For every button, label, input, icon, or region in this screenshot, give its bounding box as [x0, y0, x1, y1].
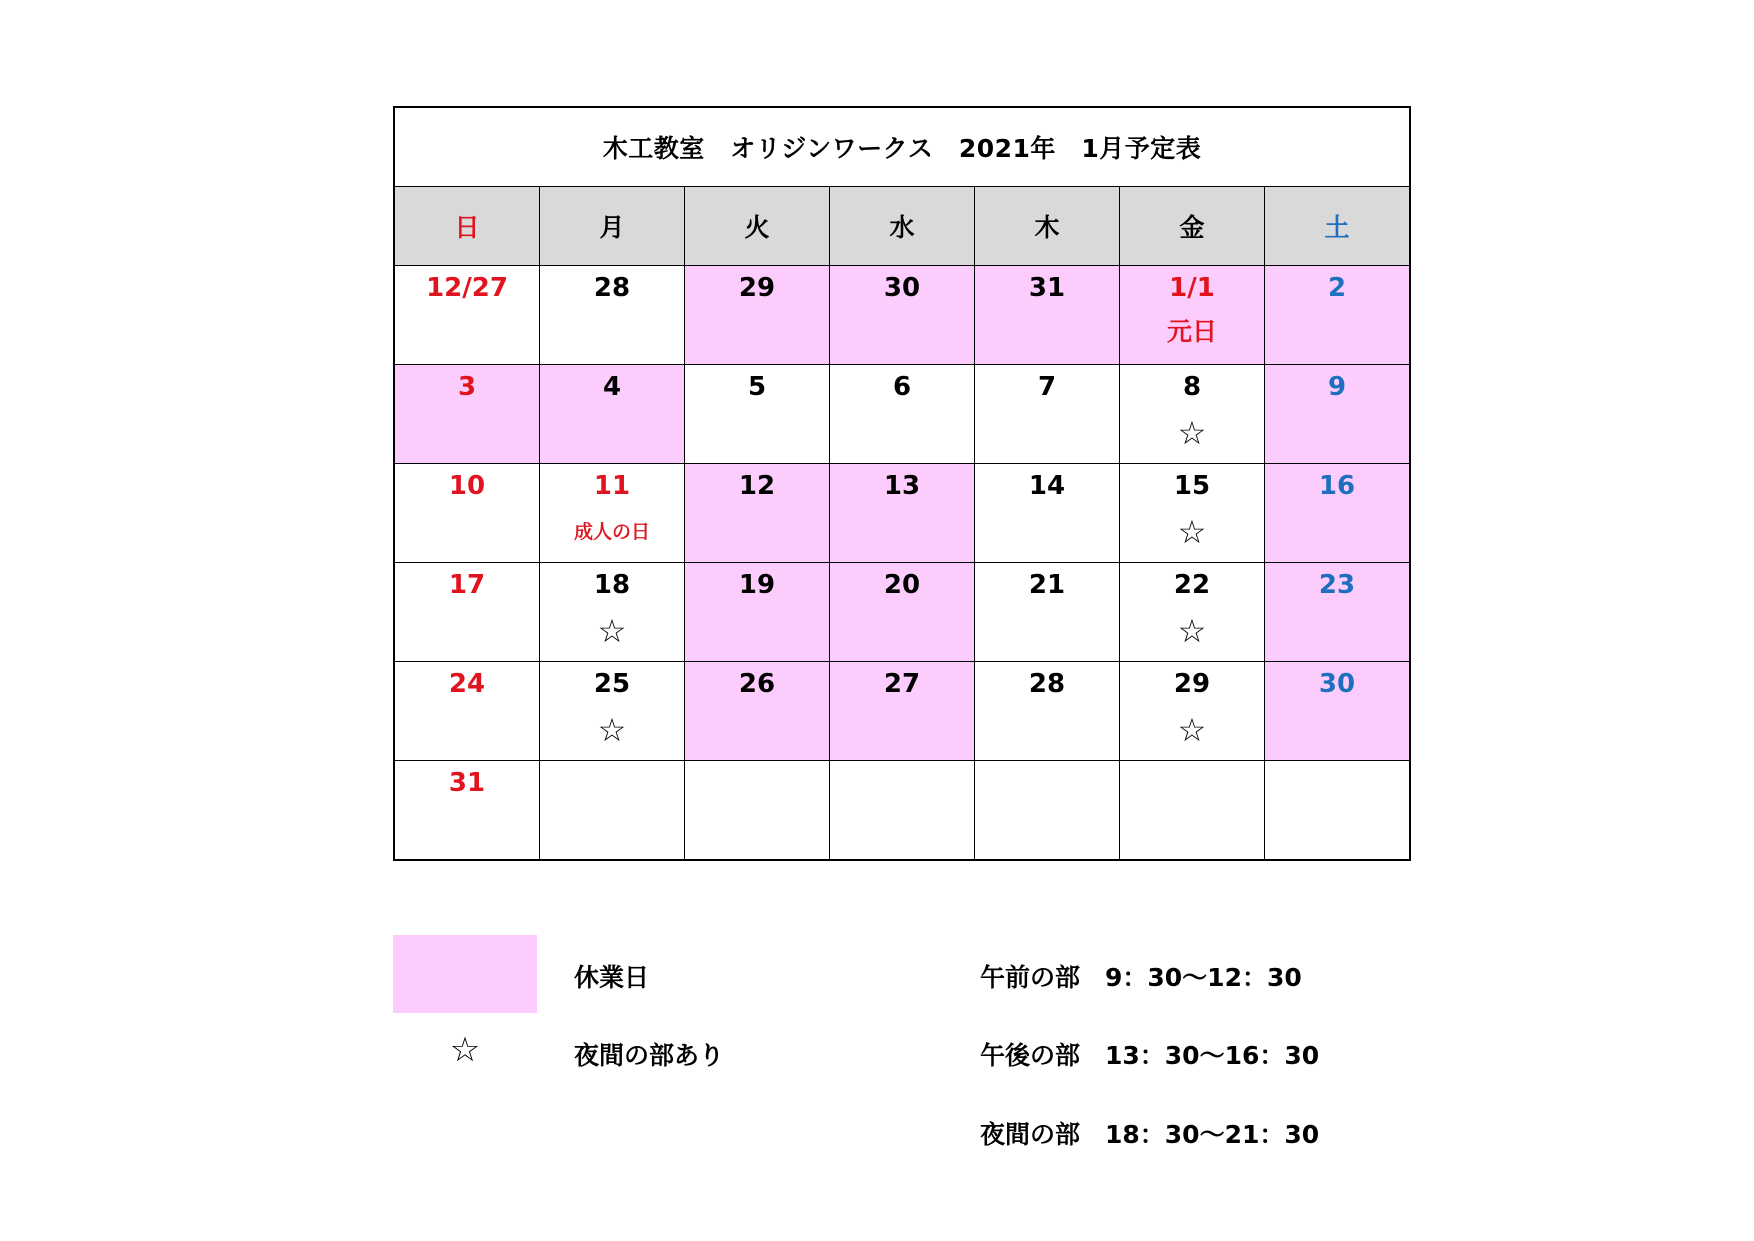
calendar-table [393, 106, 1411, 861]
day-cell [685, 761, 830, 861]
day-cell [540, 563, 685, 662]
holiday-label: 元日 [1166, 317, 1217, 346]
weekday-header: 火 [685, 187, 830, 266]
day-number: 20 [883, 570, 921, 600]
day-number: 7 [1037, 372, 1057, 402]
day-cell [830, 761, 975, 861]
day-cell [1120, 464, 1265, 563]
weekday-header: 土 [1265, 187, 1411, 266]
day-cell [830, 563, 975, 662]
day-cell [830, 365, 975, 464]
day-number: 2 [1327, 273, 1347, 303]
day-cell [830, 662, 975, 761]
day-cell [685, 266, 830, 365]
day-cell [540, 464, 685, 563]
day-cell [685, 563, 830, 662]
day-cell [1120, 365, 1265, 464]
week-row [394, 761, 1410, 861]
day-cell [975, 365, 1120, 464]
day-cell [975, 761, 1120, 861]
day-cell [1120, 761, 1265, 861]
day-cell [394, 365, 540, 464]
legend-star-icon: ☆ [449, 1030, 481, 1070]
day-cell [1120, 266, 1265, 365]
week-row [394, 464, 1410, 563]
week-row [394, 365, 1410, 464]
day-cell [1120, 662, 1265, 761]
weekday-header: 木 [975, 187, 1120, 266]
day-number: 30 [883, 273, 921, 303]
day-cell [975, 662, 1120, 761]
hours-evening: 夜間の部 18：30～21：30 [980, 1120, 1320, 1149]
day-number: 28 [1028, 669, 1066, 699]
day-number: 24 [448, 669, 486, 699]
legend-closed-label: 休業日 [574, 963, 650, 992]
day-number: 27 [883, 669, 921, 699]
day-number: 10 [448, 471, 486, 501]
day-number: 23 [1318, 570, 1356, 600]
day-number: 14 [1028, 471, 1066, 501]
day-cell [975, 266, 1120, 365]
week-row [394, 266, 1410, 365]
day-number: 12 [738, 471, 776, 501]
weekday-header: 金 [1120, 187, 1265, 266]
week-row [394, 662, 1410, 761]
calendar-title: 木工教室 オリジンワークス 2021年 1月予定表 [394, 107, 1410, 187]
day-number: 12/27 [426, 273, 508, 303]
day-cell [394, 563, 540, 662]
day-number: 19 [738, 570, 776, 600]
hours-morning: 午前の部 9：30～12：30 [980, 963, 1302, 992]
weekday-header: 日 [394, 187, 540, 266]
day-cell [1265, 761, 1411, 861]
day-cell [394, 662, 540, 761]
day-number: 3 [457, 372, 477, 402]
hours-afternoon: 午後の部 13：30～16：30 [980, 1041, 1320, 1070]
week-row [394, 563, 1410, 662]
day-number: 17 [448, 570, 486, 600]
day-number: 28 [593, 273, 631, 303]
day-number: 29 [1173, 669, 1211, 699]
day-cell [830, 464, 975, 563]
weekday-header: 水 [830, 187, 975, 266]
day-cell [540, 266, 685, 365]
day-number: 21 [1028, 570, 1066, 600]
star-icon: ☆ [597, 612, 627, 650]
star-icon: ☆ [1177, 414, 1207, 452]
day-number: 29 [738, 273, 776, 303]
day-cell [975, 464, 1120, 563]
day-cell [1265, 266, 1411, 365]
legend-closed-swatch [393, 935, 537, 1013]
day-number: 31 [1028, 273, 1066, 303]
star-icon: ☆ [1177, 711, 1207, 749]
day-number: 5 [747, 372, 767, 402]
day-number: 16 [1318, 471, 1356, 501]
day-cell [394, 266, 540, 365]
day-number: 26 [738, 669, 776, 699]
day-number: 13 [883, 471, 921, 501]
day-number: 11 [593, 471, 631, 501]
day-cell [1265, 365, 1411, 464]
day-number: 8 [1182, 372, 1202, 402]
day-cell [540, 662, 685, 761]
day-cell [830, 266, 975, 365]
day-number: 18 [593, 570, 631, 600]
day-number: 6 [892, 372, 912, 402]
star-icon: ☆ [1177, 513, 1207, 551]
weekday-header: 月 [540, 187, 685, 266]
day-number: 25 [593, 669, 631, 699]
day-number: 30 [1318, 669, 1356, 699]
day-cell [685, 365, 830, 464]
day-cell [685, 662, 830, 761]
day-number: 4 [602, 372, 622, 402]
legend-star-label: 夜間の部あり [574, 1041, 725, 1070]
day-number: 22 [1173, 570, 1211, 600]
day-number: 1/1 [1169, 273, 1215, 303]
holiday-label: 成人の日 [573, 521, 650, 543]
day-number: 15 [1173, 471, 1211, 501]
day-cell [975, 563, 1120, 662]
day-cell [1265, 662, 1411, 761]
day-cell [394, 464, 540, 563]
day-cell [685, 464, 830, 563]
star-icon: ☆ [1177, 612, 1207, 650]
day-cell [1120, 563, 1265, 662]
weekday-header-row [394, 187, 1410, 266]
star-icon: ☆ [597, 711, 627, 749]
day-number: 9 [1327, 372, 1347, 402]
day-cell [1265, 563, 1411, 662]
day-number: 31 [448, 768, 486, 798]
day-cell [540, 761, 685, 861]
day-cell [394, 761, 540, 861]
day-cell [1265, 464, 1411, 563]
day-cell [540, 365, 685, 464]
